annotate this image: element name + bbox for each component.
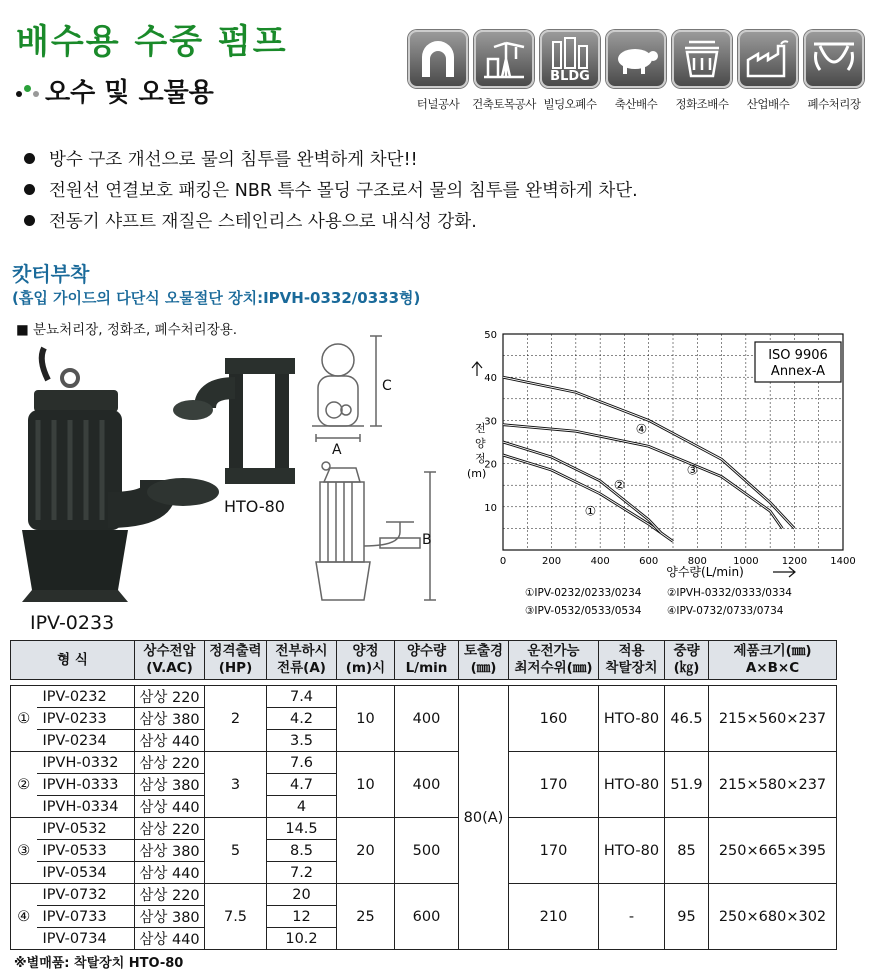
table-cell: IPV-0533 — [37, 840, 135, 862]
table-cell: HTO-80 — [599, 818, 665, 884]
app-label: 터널공사 — [416, 97, 460, 111]
table-cell: IPVH-0332 — [37, 752, 135, 774]
table-cell: 삼상 440 — [135, 928, 205, 950]
series-line — [503, 442, 661, 533]
table-cell: 삼상 220 — [135, 884, 205, 906]
feature-item: 전동기 샤프트 재질은 스테인리스 사용으로 내식성 강화. — [24, 208, 638, 233]
building-icon — [540, 30, 600, 88]
y-tick-label: 40 — [484, 373, 497, 385]
y-tick-label: 10 — [484, 502, 497, 514]
x-tick-label: 400 — [590, 556, 610, 567]
table-cell: 20 — [337, 818, 395, 884]
table-cell: 80(A) — [459, 686, 509, 950]
table-cell: 삼상 380 — [135, 906, 205, 928]
table-cell: ② — [11, 752, 37, 818]
series-marker-label: ④ — [635, 422, 648, 438]
table-cell: IPVH-0333 — [37, 774, 135, 796]
hto-image — [165, 348, 305, 488]
feature-list — [24, 146, 638, 239]
app-label: 축산배수 — [614, 97, 658, 111]
col-header: 상수전압 (V.AC) — [135, 641, 205, 680]
table-cell: 삼상 220 — [135, 818, 205, 840]
table-cell: IPV-0234 — [37, 730, 135, 752]
col-header: 중량 (㎏) — [665, 641, 709, 680]
table-cell: ① — [11, 686, 37, 752]
table-cell: 2 — [205, 686, 267, 752]
x-tick-label: 600 — [639, 556, 659, 567]
table-cell: 삼상 440 — [135, 796, 205, 818]
feature-item: 전원선 연결보호 패킹은 NBR 특수 몰딩 구조로서 물의 침투를 완벽하게 차단. — [24, 177, 638, 202]
x-tick-label: 1200 — [781, 556, 808, 567]
col-header: 운전가능 최저수위(㎜) — [509, 641, 599, 680]
table-cell: 5 — [205, 818, 267, 884]
table-cell: 12 — [267, 906, 337, 928]
page-title: 배수용 수중 펌프 — [16, 22, 288, 62]
app-wastewater — [804, 30, 864, 112]
table-cell: - — [599, 884, 665, 950]
table-cell: 215×580×237 — [709, 752, 837, 818]
x-tick-label: 200 — [542, 556, 562, 567]
table-cell: 10.2 — [267, 928, 337, 950]
app-septic — [672, 30, 732, 112]
x-axis-arrow — [773, 567, 795, 577]
y-tick-label: 30 — [484, 416, 497, 428]
table-cell: 400 — [395, 686, 459, 752]
table-row — [11, 884, 837, 906]
cutter-subtitle: (흡입 가이드의 다단식 오물절단 장치:IPVH-0332/0333형) — [12, 289, 421, 307]
spec-table — [10, 640, 837, 950]
legend-item: ④IPV-0732/0733/0734 — [667, 605, 784, 617]
y-axis-label: 전 양 정 (m) — [467, 422, 487, 480]
table-cell: 4.2 — [267, 708, 337, 730]
dots-icon — [16, 85, 39, 97]
performance-chart — [455, 322, 860, 622]
table-cell: HTO-80 — [599, 752, 665, 818]
livestock-icon — [606, 30, 666, 88]
y-tick-label: 20 — [484, 459, 497, 471]
table-cell: IPV-0534 — [37, 862, 135, 884]
app-label: 정화조배수 — [675, 97, 729, 111]
table-cell: 삼상 380 — [135, 708, 205, 730]
iso-annotation-line2: Annex-A — [770, 364, 826, 379]
app-building — [540, 30, 600, 112]
table-cell: 10 — [337, 752, 395, 818]
table-cell: 삼상 380 — [135, 840, 205, 862]
cutter-title: 캇터부착 — [12, 262, 90, 286]
table-cell: 25 — [337, 884, 395, 950]
table-cell: IPV-0733 — [37, 906, 135, 928]
table-cell: HTO-80 — [599, 686, 665, 752]
table-cell: ④ — [11, 884, 37, 950]
septic-tank-icon — [672, 30, 732, 88]
app-label: 빌딩오폐수 — [543, 97, 597, 111]
section-subtitle — [16, 72, 214, 109]
table-cell: 3 — [205, 752, 267, 818]
footnote: ※별매품: 착탈장치 HTO-80 — [14, 956, 184, 971]
table-cell: 삼상 440 — [135, 862, 205, 884]
table-cell: 46.5 — [665, 686, 709, 752]
table-cell: 4 — [267, 796, 337, 818]
table-cell: IPV-0734 — [37, 928, 135, 950]
col-header: 양정 (m)시 — [337, 641, 395, 680]
table-cell: 250×665×395 — [709, 818, 837, 884]
hto-label: HTO-80 — [224, 497, 285, 516]
col-header: 전부하시 전류(A) — [267, 641, 337, 680]
table-cell: IPV-0232 — [37, 686, 135, 708]
app-label: 산업배수 — [746, 97, 790, 111]
dimension-drawing — [290, 332, 450, 612]
x-tick-label: 800 — [687, 556, 707, 567]
table-cell: 8.5 — [267, 840, 337, 862]
dim-a-label: A — [332, 442, 342, 458]
table-cell: 4.7 — [267, 774, 337, 796]
col-header: 적용 착탈장치 — [599, 641, 665, 680]
table-cell: 삼상 220 — [135, 686, 205, 708]
table-cell: 삼상 220 — [135, 752, 205, 774]
table-row — [11, 752, 837, 774]
app-construction — [474, 30, 534, 112]
table-cell: 7.4 — [267, 686, 337, 708]
table-cell: IPV-0233 — [37, 708, 135, 730]
dim-c-label: C — [382, 378, 392, 394]
table-cell: 10 — [337, 686, 395, 752]
col-header: 양수량 L/min — [395, 641, 459, 680]
table-cell: 14.5 — [267, 818, 337, 840]
table-cell: 170 — [509, 752, 599, 818]
app-label: 건축토목공사 — [472, 97, 536, 111]
table-row — [11, 686, 837, 708]
table-cell: 20 — [267, 884, 337, 906]
table-cell: 7.6 — [267, 752, 337, 774]
table-cell: 7.2 — [267, 862, 337, 884]
table-cell: 삼상 380 — [135, 774, 205, 796]
wastewater-plant-icon — [804, 30, 864, 88]
svg-text:BLDG: BLDG — [550, 69, 590, 82]
table-cell: 170 — [509, 818, 599, 884]
table-cell: 215×560×237 — [709, 686, 837, 752]
x-tick-label: 1400 — [830, 556, 856, 567]
usage-note: ■ 분뇨처리장, 정화조, 폐수처리장용. — [16, 322, 238, 338]
construction-icon — [474, 30, 534, 88]
legend-item: ③IPV-0532/0533/0534 — [525, 605, 642, 617]
x-axis-label: 양수량(L/min) — [666, 565, 744, 579]
col-header: 제품크기(㎜) A×B×C — [709, 641, 837, 680]
table-cell: 삼상 440 — [135, 730, 205, 752]
subtitle-text: 오수 및 오물용 — [45, 78, 214, 108]
table-cell: 51.9 — [665, 752, 709, 818]
series-line-inner — [503, 442, 661, 533]
legend-item: ②IPVH-0332/0333/0334 — [667, 587, 792, 599]
x-tick-label: 0 — [499, 556, 507, 567]
table-cell: 85 — [665, 818, 709, 884]
dim-b-label: B — [422, 532, 432, 548]
app-tunnel — [408, 30, 468, 112]
table-cell: 95 — [665, 884, 709, 950]
table-cell: ③ — [11, 818, 37, 884]
col-header: 토출경 (㎜) — [459, 641, 509, 680]
application-icons — [408, 30, 864, 112]
table-cell: IPVH-0334 — [37, 796, 135, 818]
table-cell: 3.5 — [267, 730, 337, 752]
table-cell: 500 — [395, 818, 459, 884]
series-marker-label: ① — [584, 504, 597, 520]
table-cell: 160 — [509, 686, 599, 752]
table-cell: 7.5 — [205, 884, 267, 950]
table-cell: 250×680×302 — [709, 884, 837, 950]
table-cell: 400 — [395, 752, 459, 818]
x-tick-label: 1000 — [733, 556, 759, 567]
y-tick-label: 50 — [484, 330, 497, 341]
col-header: 정격출력 (HP) — [205, 641, 267, 680]
table-header-row — [11, 641, 837, 680]
table-cell: IPV-0532 — [37, 818, 135, 840]
app-livestock — [606, 30, 666, 112]
app-label: 폐수처리장 — [807, 97, 861, 111]
series-marker-label: ② — [613, 478, 626, 494]
feature-item: 방수 구조 개선으로 물의 침투를 완벽하게 차단!! — [24, 146, 638, 171]
series-marker-label: ③ — [686, 463, 699, 479]
factory-icon — [738, 30, 798, 88]
pump-label: IPV-0233 — [30, 612, 115, 634]
app-factory — [738, 30, 798, 112]
col-header: 형 식 — [11, 641, 135, 680]
table-cell: IPV-0732 — [37, 884, 135, 906]
table-cell: 600 — [395, 884, 459, 950]
table-cell: 210 — [509, 884, 599, 950]
tunnel-icon — [408, 30, 468, 88]
table-row — [11, 818, 837, 840]
iso-annotation-line1: ISO 9906 — [768, 348, 828, 363]
legend-item: ①IPV-0232/0233/0234 — [525, 587, 642, 599]
y-axis-arrow — [472, 362, 482, 376]
